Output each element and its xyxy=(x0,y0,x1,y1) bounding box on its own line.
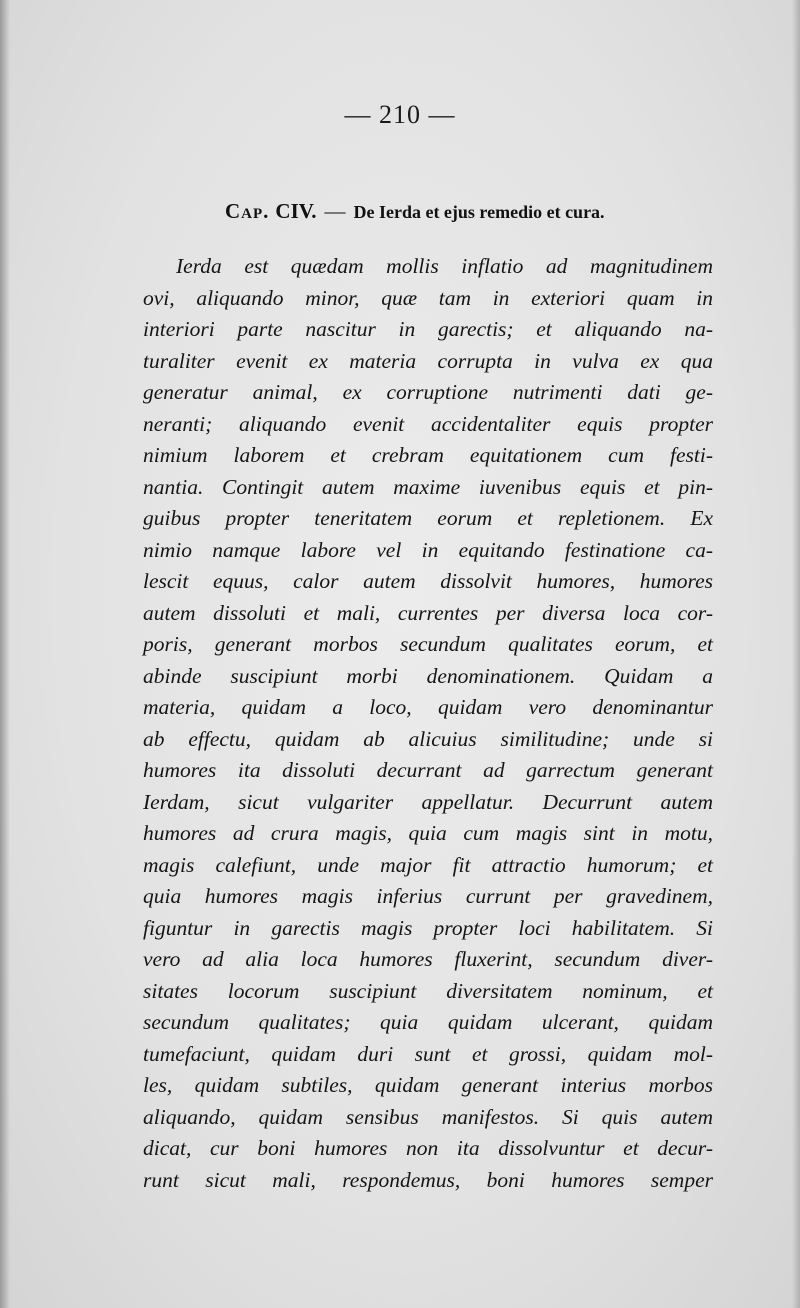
text-line: magis calefiunt, unde major fit attractio humorum; et xyxy=(143,852,713,877)
text-line: nantia. Contingit autem maxime iuvenibus equis et pin- xyxy=(143,474,713,499)
text-line: tumefaciunt, quidam duri sunt et grossi, quidam mol- xyxy=(143,1041,713,1066)
text-line: guibus propter teneritatem eorum et repletionem. Ex xyxy=(143,506,713,530)
text-line: interiori parte nascitur in garectis; et aliquando na- xyxy=(143,317,713,341)
text-line: lescit equus, calor autem dissolvit humores, humores xyxy=(143,569,713,593)
text-line: sitates locorum suscipiunt diversitatem nominum, et xyxy=(143,978,713,1003)
page-number: — 210 — xyxy=(344,100,456,129)
text-line: Ierda est quædam mollis inflatio ad magnitudinem xyxy=(176,254,713,278)
page-edge-shadow-left xyxy=(0,0,10,1308)
text-line: humores ita dissoluti decurrant ad garrectum generant xyxy=(143,758,713,782)
text-line: secundum qualitates; quia quidam ulcerant, quidam xyxy=(143,1010,713,1034)
text-line: ab effectu, quidam ab alicuius similitudine; unde si xyxy=(143,726,713,751)
text-line: les, quidam subtiles, quidam generant interius morbos xyxy=(143,1073,713,1097)
text-line: neranti; aliquando evenit accidentaliter equis propter xyxy=(143,411,713,436)
text-line: aliquando, quidam sensibus manifestos. Si quis autem xyxy=(143,1104,713,1129)
page-edge-shadow-right xyxy=(792,0,800,1308)
text-line: materia, quidam a loco, quidam vero denominantur xyxy=(143,695,713,719)
text-line: generatur animal, ex corruptione nutrimenti dati ge- xyxy=(143,380,713,404)
chapter-label: Cap. xyxy=(225,199,270,223)
text-line: poris, generant morbos secundum qualitates eorum, et xyxy=(143,632,713,656)
text-line: abinde suscipiunt morbi denominationem. Quidam a xyxy=(143,663,713,688)
chapter-number: CIV. xyxy=(275,199,317,223)
text-line: ovi, aliquando minor, quæ tam in exteriori quam in xyxy=(143,285,713,310)
text-line: autem dissoluti et mali, currentes per diversa loca cor- xyxy=(143,600,713,625)
text-line: quia humores magis inferius currunt per gravedinem, xyxy=(143,884,713,908)
text-line: dicat, cur boni humores non ita dissolvuntur et decur- xyxy=(143,1136,713,1160)
text-line: turaliter evenit ex materia corrupta in vulva ex qua xyxy=(143,348,713,373)
text-line: nimium laborem et crebram equitationem cum festi- xyxy=(143,443,713,467)
chapter-dash: — xyxy=(324,199,346,223)
text-line: vero ad alia loca humores fluxerint, secundum diver- xyxy=(143,947,713,971)
text-line: figuntur in garectis magis propter loci habilitatem. Si xyxy=(143,915,713,940)
chapter-title: De Ierda et ejus remedio et cura. xyxy=(353,202,605,222)
body-paragraph xyxy=(143,251,713,1196)
text-line: nimio namque labore vel in equitando festinatione ca- xyxy=(143,537,713,562)
text-line: humores ad crura magis, quia cum magis sint in motu, xyxy=(143,821,713,845)
text-line: runt sicut mali, respondemus, boni humores semper xyxy=(143,1167,713,1192)
text-line: Ierdam, sicut vulgariter appellatur. Decurrunt autem xyxy=(143,789,713,814)
chapter-heading xyxy=(225,199,645,224)
